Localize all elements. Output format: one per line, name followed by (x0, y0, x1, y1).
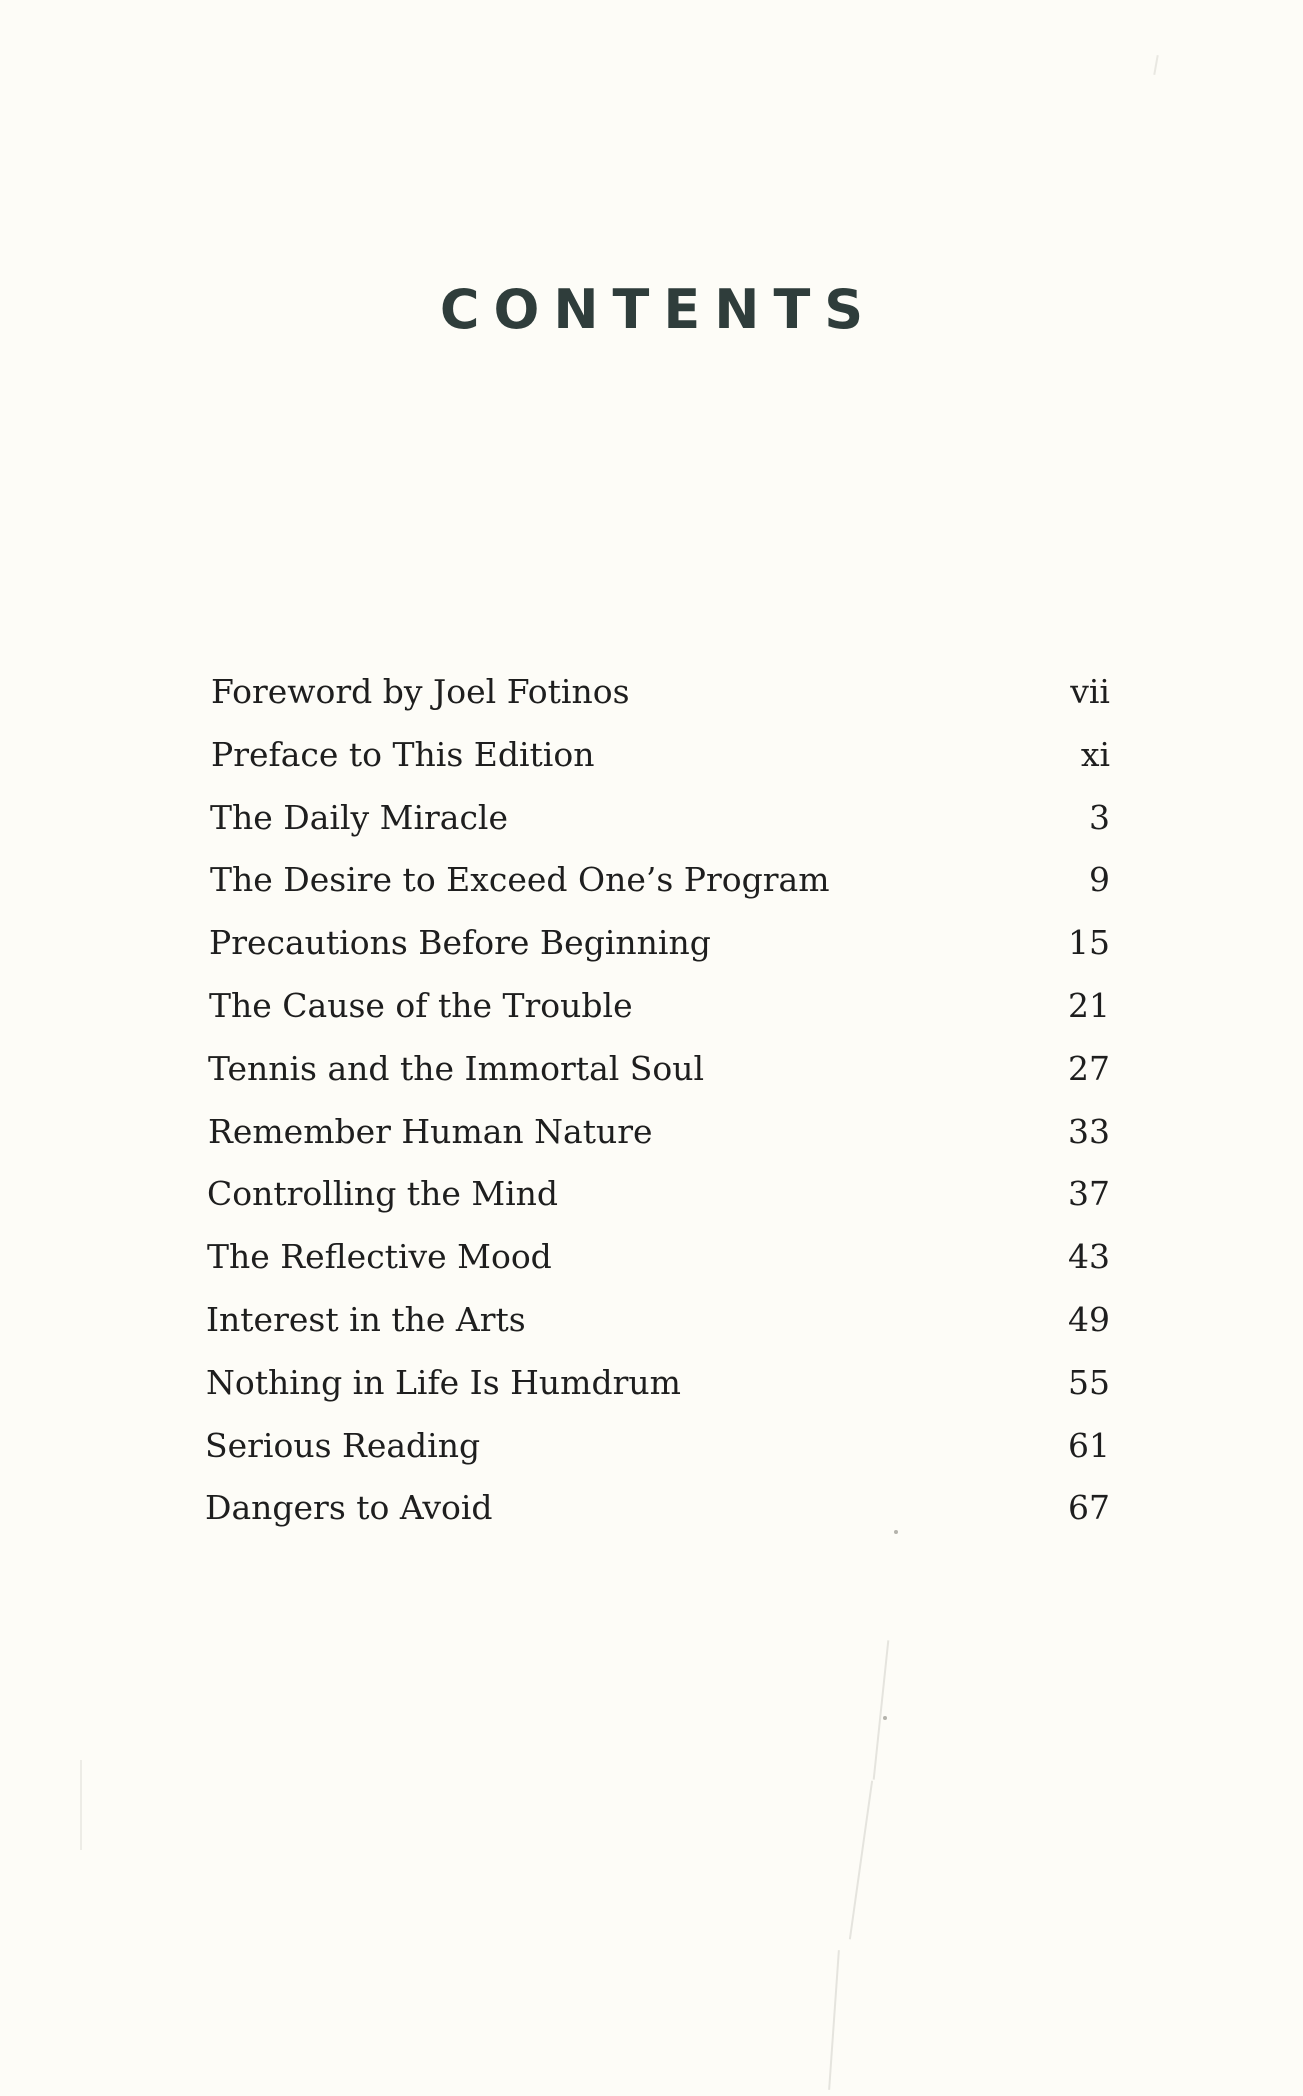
page-crease (80, 1760, 82, 1850)
toc-entry-title: Nothing in Life Is Humdrum (206, 1362, 681, 1402)
toc-entry-title: Preface to This Edition (211, 734, 595, 774)
toc-entry-page: 3 (1089, 797, 1110, 837)
toc-entry-page: xi (1080, 734, 1110, 774)
toc-entry-title: The Desire to Exceed One’s Program (210, 860, 830, 900)
toc-entry[interactable] (205, 923, 1110, 986)
toc-entry-title: The Cause of the Trouble (209, 985, 633, 1025)
toc-entry-page: 55 (1068, 1362, 1110, 1402)
table-of-contents (205, 672, 1110, 1551)
page-crease (873, 1640, 890, 1779)
toc-entry-page: 9 (1089, 860, 1110, 900)
page-crease (828, 1950, 840, 2090)
toc-entry-title: Remember Human Nature (208, 1111, 653, 1151)
toc-entry[interactable] (205, 986, 1110, 1049)
toc-entry[interactable] (205, 1049, 1110, 1112)
toc-entry[interactable] (205, 1363, 1110, 1426)
page-title: CONTENTS (439, 278, 878, 341)
toc-entry[interactable] (205, 1174, 1110, 1237)
toc-entry-page: 61 (1068, 1425, 1110, 1465)
toc-entry-title: Foreword by Joel Fotinos (211, 672, 630, 711)
toc-entry[interactable] (205, 1237, 1110, 1300)
toc-entry[interactable] (205, 860, 1110, 923)
toc-entry-title: Serious Reading (205, 1425, 481, 1465)
toc-entry[interactable] (205, 1488, 1110, 1551)
toc-entry[interactable] (205, 1300, 1110, 1363)
toc-entry-title: Controlling the Mind (207, 1174, 559, 1214)
page-crease (849, 1781, 873, 1940)
toc-entry-title: Dangers to Avoid (205, 1488, 493, 1528)
toc-entry[interactable] (205, 672, 1110, 735)
toc-entry-page: 37 (1068, 1174, 1110, 1214)
toc-entry[interactable] (205, 798, 1110, 861)
scan-speck (883, 1716, 887, 1720)
toc-entry[interactable] (205, 1426, 1110, 1489)
toc-entry-title: Tennis and the Immortal Soul (208, 1048, 705, 1088)
toc-entry-page: 33 (1068, 1111, 1110, 1151)
toc-entry[interactable] (205, 1112, 1110, 1175)
toc-entry-page: 67 (1068, 1488, 1110, 1528)
toc-entry-page: 27 (1068, 1048, 1110, 1088)
toc-entry-page: 15 (1068, 923, 1110, 963)
toc-entry-page: 43 (1068, 1237, 1110, 1277)
toc-entry[interactable] (205, 735, 1110, 798)
toc-entry-title: Precautions Before Beginning (209, 923, 711, 963)
toc-entry-page: 49 (1068, 1299, 1110, 1339)
toc-entry-title: Interest in the Arts (206, 1299, 526, 1339)
toc-entry-title: The Daily Miracle (210, 797, 509, 837)
toc-entry-page: 21 (1068, 985, 1110, 1025)
page-crease (1153, 55, 1158, 75)
toc-entry-title: The Reflective Mood (207, 1237, 552, 1277)
toc-entry-page: vii (1070, 672, 1110, 711)
